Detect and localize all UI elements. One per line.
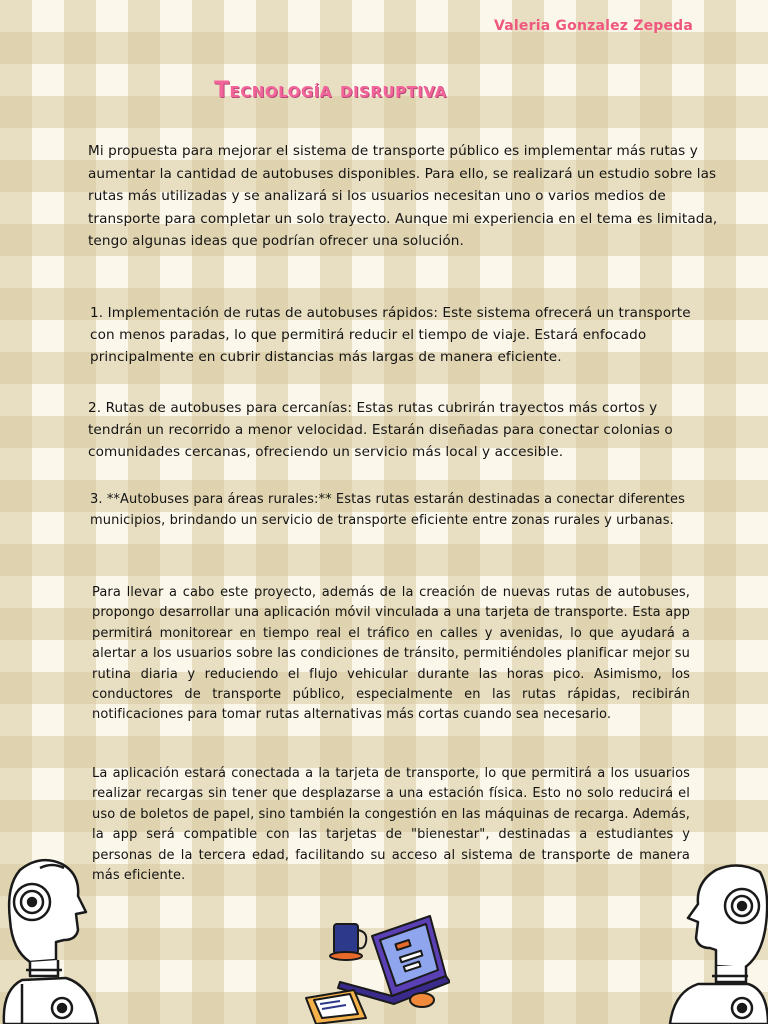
robot-head-icon: [668, 860, 768, 1024]
app-proposal-paragraph: Para llevar a cabo este proyecto, además de la creación de nuevas rutas de autobuses, propongo desarrollar una aplicación móvil vinculada a una tarjeta de transporte. Esta app permitirá monitorear en tiempo real el tráfico en calles y avenidas, lo que ayudará a alertar a los usuarios sobre las condiciones de tránsito, permitiéndoles planificar mejor su rutina diaria y reduciendo el flujo vehicular durante las horas pico. Asimismo, los conductores de transporte público, especialmente en las rutas rápidas, recibirán notificaciones para tomar rutas alternativas más cortas cuando sea necesario.: [92, 585, 690, 723]
list-item-2: 2. Rutas de autobuses para cercanías: Estas rutas cubrirán trayectos más cortos y tendrán un recorrido a menor velocidad. Estarán diseñadas para conectar colonias o comunidades cercanas, ofreciendo un servicio más local y accesible.: [88, 400, 673, 460]
page-title: Tecnología disruptiva: [214, 78, 447, 103]
robot-head-icon: [0, 850, 110, 1024]
card-proposal-paragraph: La aplicación estará conectada a la tarjeta de transporte, lo que permitirá a los usuarios realizar recargas sin tener que desplazarse a una estación física. Esto no solo reducirá el uso de boletos de papel, sino también la congestión en las máquinas de recarga. Además, la app será compatible con las tarjetas de "bienestar", destinadas a estudiantes y personas de la tercera edad, facilitando su acceso al sistema de transporte de manera más eficiente.: [92, 766, 690, 884]
author-name: Valeria Gonzalez Zepeda: [494, 18, 694, 34]
list-item-3: 3. **Autobuses para áreas rurales:** Estas rutas estarán destinadas a conectar diferentes municipios, brindando un servicio de transporte eficiente entre zonas rurales y urbanas.: [90, 492, 685, 528]
list-item-1: 1. Implementación de rutas de autobuses rápidos: Este sistema ofrecerá un transporte con menos paradas, lo que permitirá reducir el tiempo de viaje. Estará enfocado principalmente en cubrir distancias más largas de manera eficiente.: [90, 305, 691, 365]
laptop-workspace-icon: [300, 912, 450, 1024]
intro-paragraph: Mi propuesta para mejorar el sistema de transporte público es implementar más rutas y aumentar la cantidad de autobuses disponibles. Para ello, se realizará un estudio sobre las rutas más utilizadas y se analizará si los usuarios necesitan uno o varios medios de transporte para completar un solo trayecto. Aunque mi experiencia en el tema es limitada, tengo algunas ideas que podrían ofrecer una solución.: [88, 143, 718, 249]
